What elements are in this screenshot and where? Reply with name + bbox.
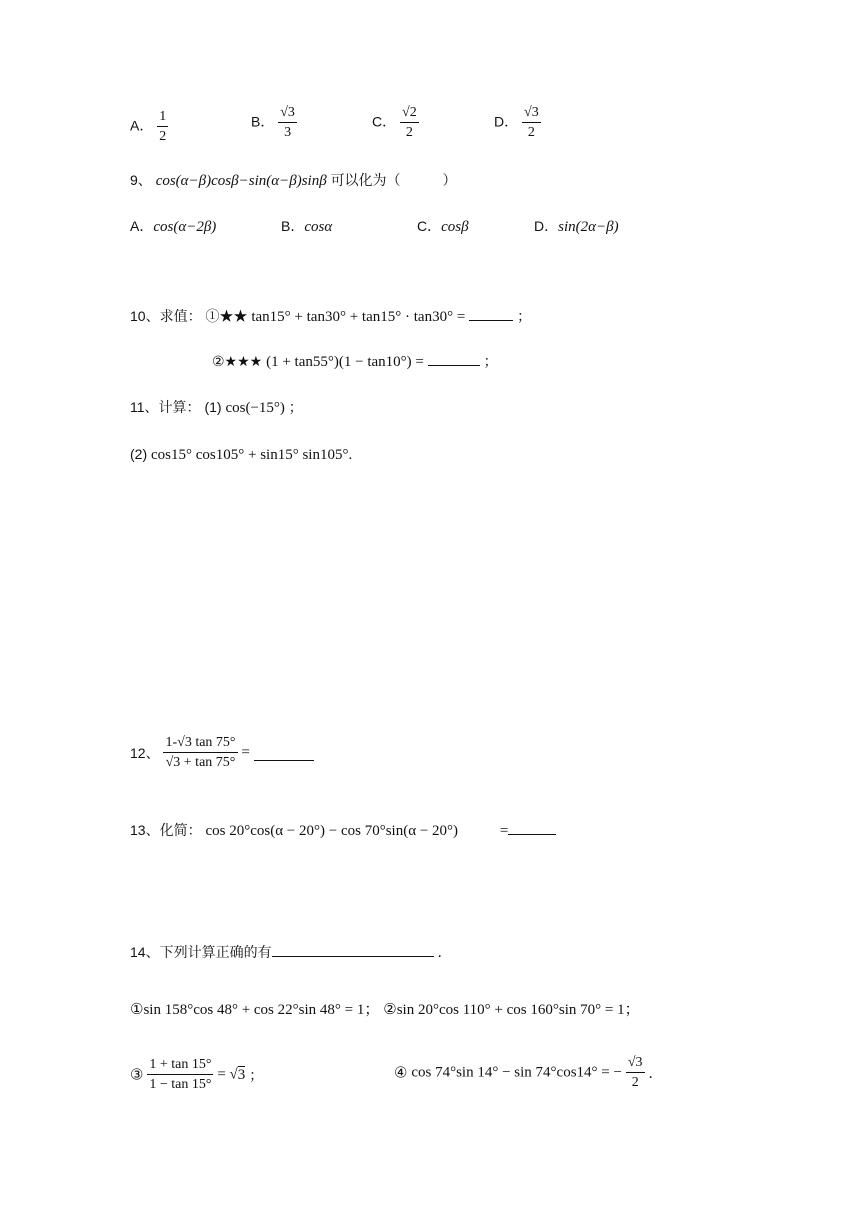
q11-expression-2: cos15° cos105° + sin15° sin105°. bbox=[151, 447, 353, 463]
question-9 bbox=[130, 170, 457, 190]
question-10-part1: 10、求值： ①★★ tan15° + tan30° + tan15° · tan30° = ； bbox=[130, 308, 532, 325]
q10-expression-2: (1 + tan55°)(1 − tan10°) = bbox=[266, 354, 424, 370]
q9-expression: cos(α−β)cosβ−sin(α−β)sinβ bbox=[155, 173, 327, 189]
q9-option-d: D．sin(2α−β) bbox=[534, 218, 619, 235]
question-14: 14、下列计算正确的有 ． bbox=[130, 944, 452, 960]
q14-item-4: ④ cos 74°sin 14° − sin 74°cos14° = − $\frac{√3}{2}$ ． bbox=[394, 1055, 663, 1090]
q8-option-d: D． $\frac{√3}{2}$ bbox=[494, 105, 539, 140]
question-12: 12、 $\frac{1-√3 \tan 75^\circ}{√3 + \tan 75^\circ}$ = bbox=[130, 736, 314, 770]
difficulty-stars: ①★★ bbox=[205, 308, 248, 324]
q9-tail: 可以化为（ ） bbox=[330, 172, 457, 188]
answer-blank[interactable] bbox=[508, 820, 556, 835]
question-number: 10、求值： bbox=[130, 308, 202, 324]
question-10-part2: ②★★★ (1 + tan55°)(1 − tan10°) = ； bbox=[212, 353, 498, 370]
q9-option-a: A．cos(α−2β) bbox=[130, 218, 217, 235]
question-11-part1: 11、计算： (1) cos(−15°) ； bbox=[130, 399, 303, 416]
q14-item-2: ②sin 20°cos 110° + cos 160°sin 70° = 1； bbox=[383, 1002, 640, 1018]
answer-blank[interactable] bbox=[428, 351, 480, 366]
q8-option-c: C． $\frac{√2}{2}$ bbox=[372, 105, 417, 140]
q9-option-b: B．cosα bbox=[281, 218, 333, 235]
q8-option-b: B． $\frac{√3}{3}$ bbox=[251, 105, 295, 140]
answer-blank[interactable] bbox=[254, 746, 314, 761]
question-number: 12、 bbox=[130, 745, 160, 761]
q14-item-1: ①sin 158°cos 48° + cos 22°sin 48° = 1； bbox=[130, 1002, 380, 1018]
question-11-part2: (2) cos15° cos105° + sin15° sin105°. bbox=[130, 446, 353, 463]
q13-expression: cos 20°cos(α − 20°) − cos 70°sin(α − 20°) bbox=[205, 823, 459, 839]
question-number: 13、化简： bbox=[130, 822, 202, 838]
q8-option-a: A． $\frac{1}{2}$ bbox=[130, 109, 167, 144]
q14-item3-fraction: $\frac{1 + \tan 15^\circ}{1 - \tan 15^\circ}$ bbox=[149, 1057, 212, 1092]
question-number: 9、 bbox=[130, 172, 152, 188]
question-number: 11、计算： bbox=[130, 399, 201, 415]
difficulty-stars: ②★★★ bbox=[212, 353, 263, 369]
q14-item-3: ③ $\frac{1 + \tan 15^\circ}{1 - \tan 15^\circ}$ = √3 ； bbox=[130, 1057, 264, 1092]
q14-item4-fraction: $\frac{√3}{2}$ bbox=[627, 1055, 643, 1090]
q11-expression-1: cos(−15°) bbox=[225, 400, 285, 416]
question-number: 14、下列计算正确的有 bbox=[130, 944, 272, 960]
question-13: 13、化简： cos 20°cos(α − 20°) − cos 70°sin(α − 20°) = bbox=[130, 820, 556, 840]
answer-blank[interactable] bbox=[469, 306, 513, 321]
q14-items-row1 bbox=[130, 998, 640, 1019]
answer-blank[interactable] bbox=[272, 942, 434, 957]
q12-fraction: $\frac{1-√3 \tan 75^\circ}{√3 + \tan 75^\circ}$ bbox=[165, 735, 236, 770]
q10-expression-1: tan15° + tan30° + tan15° · tan30° = bbox=[251, 309, 466, 325]
q9-option-c: C．cosβ bbox=[417, 218, 469, 235]
